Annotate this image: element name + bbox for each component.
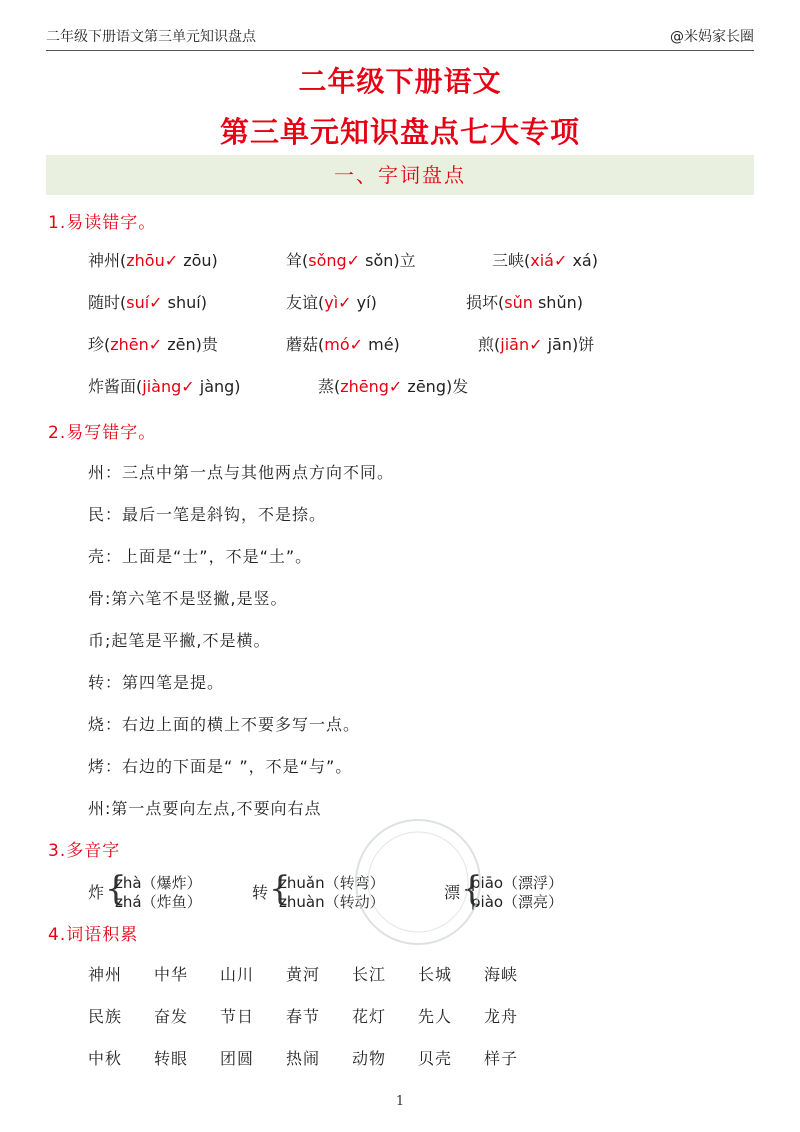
vocab-word: 样子: [484, 1049, 519, 1068]
easy-write-item: 州：三点中第一点与其他两点方向不同。: [88, 463, 395, 482]
vocab-word: 节日: [220, 1007, 255, 1026]
section-polyphone-heading: 3.多音字: [48, 841, 121, 861]
easy-read-item: 随时(suí✓ shuí): [88, 293, 207, 312]
easy-read-item: 珍(zhēn✓ zēn)贵: [88, 335, 218, 354]
vocab-word: 春节: [286, 1007, 321, 1026]
brace-icon: {: [461, 869, 483, 909]
easy-read-item: 三峡(xiá✓ xá): [492, 251, 598, 270]
easy-read-item: 炸酱面(jiàng✓ jàng): [88, 377, 241, 396]
polyphone-reading: piào（漂亮）: [471, 893, 564, 911]
polyphone-reading: zhuǎn（转弯）: [279, 874, 385, 892]
section-band: [46, 155, 754, 195]
vocab-row: [88, 962, 688, 990]
easy-write-item: 州:第一点要向左点,不要向右点: [88, 799, 322, 818]
easy-read-row: [88, 332, 768, 362]
polyphone-reading: piāo（漂浮）: [471, 874, 564, 892]
section-band-label: 一、字词盘点: [334, 163, 466, 187]
vocab-row: [88, 1004, 688, 1032]
easy-write-item: 烧：右边上面的横上不要多写一点。: [88, 715, 361, 734]
section-vocab-heading: 4.词语积累: [48, 925, 139, 945]
easy-write-item: 民：最后一笔是斜钩，不是捺。: [88, 505, 327, 524]
watermark-seal-icon: [348, 812, 488, 952]
vocab-word: 热闹: [286, 1049, 321, 1068]
brace-icon: {: [269, 869, 291, 909]
vocab-word: 黄河: [286, 965, 321, 984]
easy-read-item: 耸(sǒng✓ sǒn)立: [286, 251, 416, 270]
vocab-word: 山川: [220, 965, 255, 984]
easy-read-item: 友谊(yì✓ yí): [286, 293, 377, 312]
easy-read-row: [88, 290, 768, 320]
vocab-row: [88, 1046, 688, 1074]
brace-icon: {: [105, 869, 127, 909]
vocab-word: 海峡: [484, 965, 519, 984]
vocab-word: 民族: [88, 1007, 123, 1026]
easy-write-item: 转：第四笔是提。: [88, 673, 225, 692]
page-header: [46, 26, 754, 50]
vocab-word: 长江: [352, 965, 387, 984]
vocab-word: 中华: [154, 965, 189, 984]
section-easy-write-heading: 2.易写错字。: [48, 423, 157, 443]
polyphone-reading: zhà（爆炸）: [115, 874, 202, 892]
easy-read-item: 煎(jiān✓ jān)饼: [478, 335, 595, 354]
vocab-word: 神州: [88, 965, 123, 984]
vocab-word: 先人: [418, 1007, 453, 1026]
section-easy-read-heading: 1.易读错字。: [48, 213, 157, 233]
polyphone-reading: zhuàn（转动）: [279, 893, 385, 911]
vocab-word: 贝壳: [418, 1049, 453, 1068]
page-title-line1: 二年级下册语文: [298, 65, 502, 98]
polyphone-reading: zhá（炸鱼）: [115, 893, 202, 911]
vocab-word: 龙舟: [484, 1007, 519, 1026]
page-number: 1: [395, 1094, 405, 1109]
easy-write-item: 骨:第六笔不是竖撇,是竖。: [88, 589, 288, 608]
easy-read-row: [88, 248, 768, 278]
header-divider: [46, 50, 754, 51]
vocab-word: 中秋: [88, 1049, 123, 1068]
vocab-word: 动物: [352, 1049, 387, 1068]
easy-read-row: [88, 374, 768, 404]
vocab-word: 长城: [418, 965, 453, 984]
easy-read-item: 损坏(sǔn shǔn): [466, 293, 583, 312]
header-source: @米妈家长圈: [670, 29, 754, 45]
polyphone-char: 炸: [88, 883, 105, 902]
easy-write-item: 烤：右边的下面是“ ”，不是“与”。: [88, 757, 353, 776]
vocab-word: 团圆: [220, 1049, 255, 1068]
easy-write-item: 币;起笔是平撇,不是横。: [88, 631, 271, 650]
easy-read-item: 蒸(zhēng✓ zēng)发: [318, 377, 469, 396]
easy-write-item: 壳：上面是“士”，不是“土”。: [88, 547, 313, 566]
easy-read-item: 神州(zhōu✓ zōu): [88, 251, 218, 270]
vocab-word: 奋发: [154, 1007, 189, 1026]
header-title: 二年级下册语文第三单元知识盘点: [46, 29, 256, 45]
polyphone-char: 漂: [444, 883, 461, 902]
page-title-line2: 第三单元知识盘点七大专项: [219, 115, 580, 149]
polyphone-char: 转: [252, 883, 269, 902]
vocab-word: 转眼: [154, 1049, 189, 1068]
easy-read-item: 蘑菇(mó✓ mé): [286, 335, 400, 354]
vocab-word: 花灯: [352, 1007, 387, 1026]
